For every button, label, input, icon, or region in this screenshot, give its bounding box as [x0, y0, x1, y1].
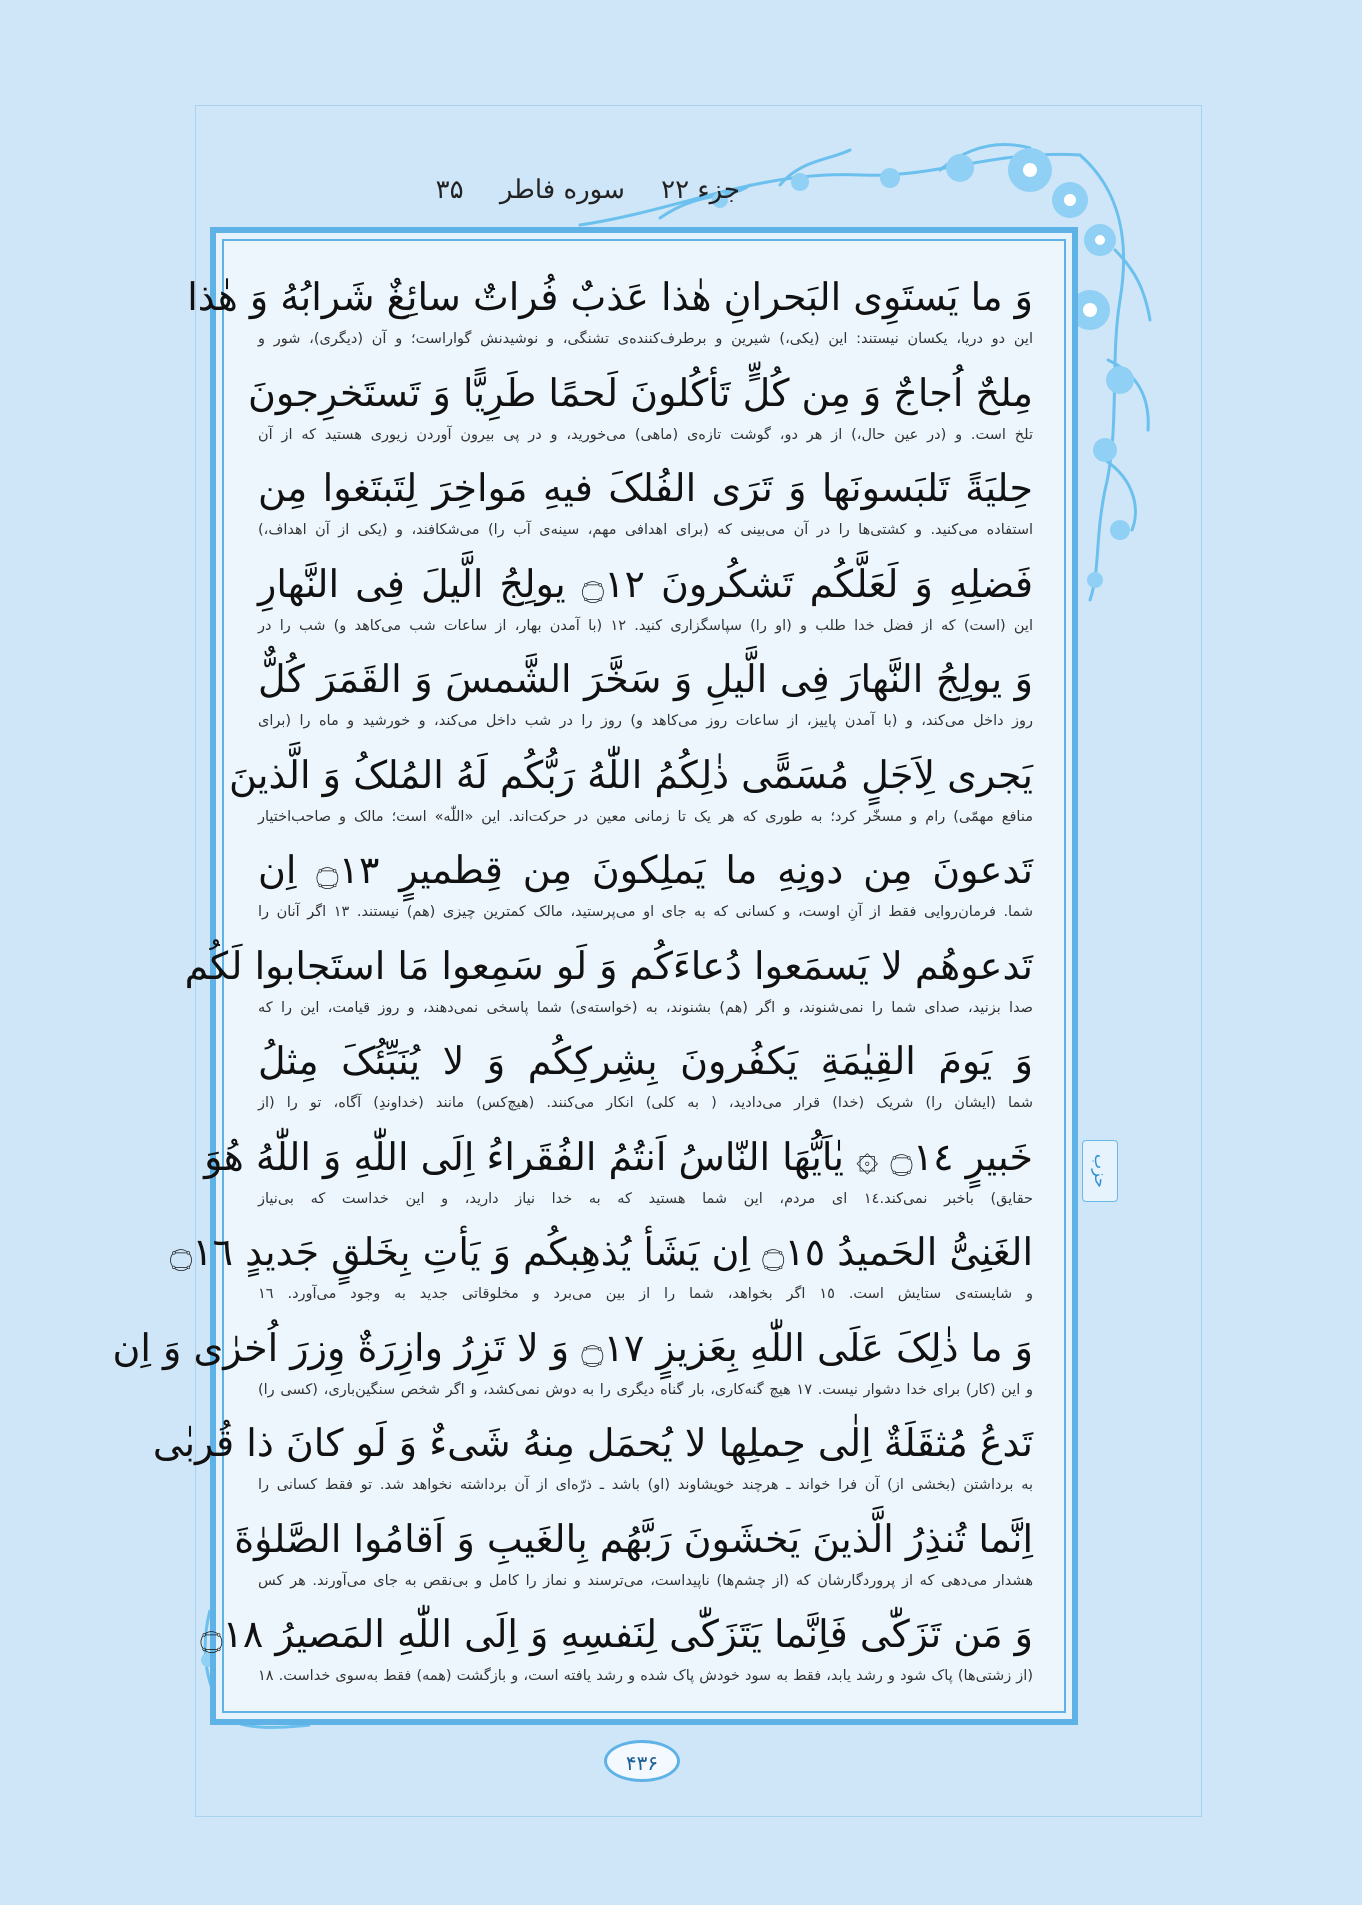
persian-translation: و این (کار) برای خدا دشوار نیست. ١٧ هیچ گنه‌کاری، بار گناه دیگری را به دوش نمی‌کشد، و اگر شخص سنگین‌باری، (کسی را) — [258, 1381, 1033, 1398]
arabic-line: الغَنِیُّ الحَمیدُ ۝١٥ اِن یَشَأ یُذهِبکُم وَ یَأتِ بِخَلقٍ جَدیدٍ ۝١٦ — [169, 1230, 1033, 1274]
arabic-line: وَ یولِجُ النَّهارَ فِی الَّیلِ وَ سَخَّرَ الشَّمسَ وَ القَمَرَ کُلٌّ — [258, 657, 1033, 701]
verse-block — [234, 1510, 1033, 1606]
verse-block — [258, 1032, 1033, 1128]
persian-translation: (از زشتی‌ها) پاک شود و رشد یابد، فقط به سود خودش پاک شده و رشد یافته است، و بازگشت (همه) فقط به‌سوی خداست. ١٨ — [258, 1668, 1033, 1684]
verse-block — [200, 1605, 1033, 1701]
arabic-line: وَ مَن تَزَکّٰی فَاِنَّما یَتَزَکّٰی لِنَفسِهِ وَ اِلَی اللّٰهِ المَصیرُ ۝١٨ — [200, 1612, 1033, 1656]
arabic-line: خَبیرٍ ۝١٤ ۞ یٰاَیُّهَا النّاسُ اَنتُمُ الفُقَراءُ اِلَی اللّٰهِ وَ اللّٰهُ هُوَ — [204, 1134, 1033, 1179]
surah-number: ۳۵ — [435, 175, 464, 205]
persian-translation: و شایسته‌ی ستایش است. ١٥ اگر بخواهد، شما را از بین می‌برد و مخلوقاتی جدید به وجود می‌آورد. ١٦ — [258, 1286, 1034, 1302]
persian-translation: صدا بزنید، صدای شما را نمی‌شنوند، و اگر (هم) بشنوند، به (خواسته‌ی) شما پاسخی نمی‌دهند، و روز قیامت، این را که — [258, 999, 1033, 1016]
persian-translation: تلخ است. و (در عین حال،) از هر دو، گوشت تازه‌ی (ماهی) می‌خورید، و در پی بیرون آوردن زیوری هستید که از آن — [258, 426, 1033, 443]
persian-translation: هشدار می‌دهی که از پروردگارشان که (از چشم‌ها) ناپیداست، می‌ترسند و نماز را کامل و بی‌نقص به جای می‌آورند. هر کس — [258, 1572, 1033, 1589]
arabic-line: تَدعونَ مِن دونِهِ ما یَملِکونَ مِن قِطمیرٍ ۝١٣ اِن — [258, 848, 1034, 892]
persian-translation: این دو دریا، یکسان نیستند: این (یکی،) شیرین و برطرف‌کننده‌ی تشنگی، و نوشیدنش گواراست؛ و آن (دیگری)، شور و — [258, 331, 1033, 347]
verse-block — [258, 555, 1033, 651]
verse-block — [258, 841, 1033, 937]
juz-label: جزء ۲۲ — [661, 175, 740, 205]
arabic-line: حِلیَةً تَلبَسونَها وَ تَرَی الفُلکَ فیهِ مَواخِرَ لِتَبتَغوا مِن — [258, 466, 1033, 510]
persian-translation: این (است) که از فضل خدا طلب و (او را) سپاسگزاری کنید. ١٢ (با آمدن بهار، از ساعات شب می‌کاهد و) شب را در — [258, 617, 1033, 634]
verse-content — [112, 268, 1034, 1688]
persian-translation: به برداشتن (بخشی از) آن فرا خواند ـ هرچند خویشاوند (او) باشد ـ ذرّه‌ای از آن برداشته نخواهد شد. تو فقط کسانی را — [258, 1477, 1033, 1493]
page-header — [360, 175, 740, 215]
verse-block — [204, 1128, 1033, 1224]
arabic-line: یَجری لِاَجَلٍ مُسَمًّی ذٰلِکُمُ اللّٰهُ رَبُّکُم لَهُ المُلکُ وَ الَّذینَ — [228, 752, 1033, 797]
verse-block — [187, 268, 1033, 364]
verse-block — [258, 650, 1033, 746]
verse-block — [247, 364, 1033, 460]
arabic-line: اِنَّما تُنذِرُ الَّذینَ یَخشَونَ رَبَّهُم بِالغَیبِ وَ اَقامُوا الصَّلوٰةَ — [234, 1516, 1033, 1561]
persian-translation: حقایق) باخبر نمی‌کند.١٤ ای مردم، این شما هستید که به خدا نیاز دارید، و این خداست که بی‌نیاز — [258, 1190, 1033, 1207]
surah-label: سوره فاطر — [499, 175, 625, 205]
verse-block — [169, 1223, 1034, 1319]
persian-translation: روز داخل می‌کند، و (با آمدن پاییز، از ساعات روز می‌کاهد و) روز را در شب داخل می‌کند، و خورشید و ماه را (برای — [258, 713, 1033, 729]
arabic-line: وَ یَومَ القِیٰمَةِ یَکفُرونَ بِشِرکِکُم وَ لا یُنَبِّئُکَ مِثلُ — [258, 1039, 1033, 1083]
verse-block — [258, 459, 1033, 555]
page-number: ۴۳۶ — [604, 1740, 680, 1782]
hizb-marker: حزب — [1082, 1140, 1118, 1202]
arabic-line: تَدعوهُم لا یَسمَعوا دُعاءَکُم وَ لَو سَمِعوا مَا استَجابوا لَکُم — [184, 943, 1033, 988]
arabic-line: فَضلِهِ وَ لَعَلَّکُم تَشکُرونَ ۝١٢ یولِجُ الَّیلَ فِی النَّهارِ — [258, 561, 1033, 606]
persian-translation: استفاده می‌کنید. و کشتی‌ها را در آن می‌بینی که (برای اهدافی مهم، سینه‌ی آب را) می‌شکافند، و (یکی از آن اهداف،) — [258, 522, 1033, 538]
arabic-line: تَدعُ مُثقَلَةٌ اِلٰی حِملِها لا یُحمَل مِنهُ شَیءٌ وَ لَو کانَ ذا قُربٰی — [152, 1421, 1033, 1465]
arabic-line: وَ ما یَستَوِی البَحرانِ هٰذا عَذبٌ فُراتٌ سائِغٌ شَرابُهُ وَ هٰذا — [187, 275, 1033, 319]
persian-translation: شما (ایشان را) شریک (خدا) قرار می‌دادید، ( به کلی) انکار می‌کنند. (هیچ‌کس) مانند (خداوندِ) آگاه، تو را (از — [258, 1095, 1033, 1111]
verse-block — [112, 1319, 1033, 1415]
persian-translation: منافع مهمّی) رام و مسخّر کرد؛ به طوری که هر یک تا زمانی معین در حرکت‌اند. این «اللّٰه» است؛ مالک و صاحب‌اختیار — [258, 808, 1033, 825]
persian-translation: شما. فرمان‌روایی فقط از آنِ اوست، و کسانی که به جای او می‌پرستید، مالک کمترین چیزی (هم) نیستند. ١٣ اگر آنان را — [258, 904, 1033, 920]
verse-block — [152, 1414, 1033, 1510]
verse-block — [184, 937, 1033, 1033]
verse-block — [228, 746, 1033, 842]
arabic-line: مِلحٌ اُجاجٌ وَ مِن کُلٍّ تَأکُلونَ لَحمًا طَرِیًّا وَ تَستَخرِجونَ — [247, 370, 1033, 415]
arabic-line: وَ ما ذٰلِکَ عَلَی اللّٰهِ بِعَزیزٍ ۝١٧ وَ لا تَزِرُ وازِرَةٌ وِزرَ اُخرٰی وَ اِن — [112, 1325, 1033, 1370]
